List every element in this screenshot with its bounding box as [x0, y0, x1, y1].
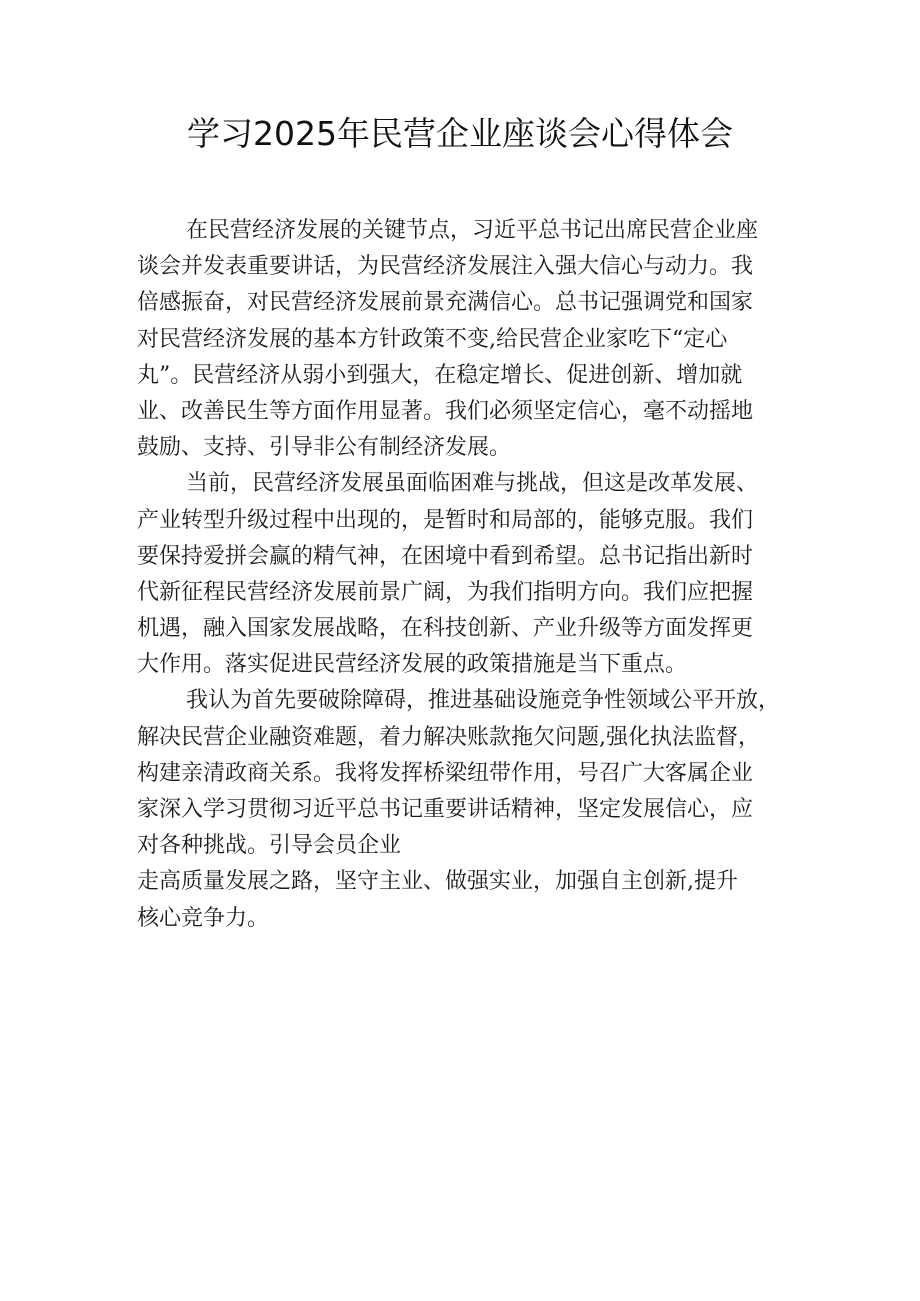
text-line: 构建亲清政商关系。我将发挥桥梁纽带作用，号召广大客属企业: [137, 760, 754, 786]
document-title: 学习2025年民营企业座谈会心得体会: [187, 114, 733, 153]
paragraph-3: [137, 683, 797, 936]
text-line: 当前，民营经济发展虽面临困难与挑战，但这是改革发展、: [186, 471, 759, 497]
text-line: 倍感振奋，对民营经济发展前景充满信心。总书记强调党和国家: [137, 290, 754, 316]
text-line: 代新征程民营经济发展前景广阔，为我们指明方向。我们应把握: [137, 579, 754, 605]
text-line: 对民营经济发展的基本方针政策不变,给民营企业家吃下“定心: [137, 326, 728, 352]
text-line: 丸”。民营经济从弱小到强大，在稳定增长、促进创新、增加就: [137, 362, 743, 388]
text-line: 核心竞争力。: [137, 905, 270, 931]
text-line: 要保持爱拼会赢的精气神，在困境中看到希望。总书记指出新时: [137, 543, 754, 569]
text-line: 我认为首先要破除障碍，推进基础设施竞争性领域公平开放，: [186, 688, 781, 714]
paragraph-1: [137, 213, 797, 466]
text-line: 谈会并发表重要讲话，为民营经济发展注入强大信心与动力。我: [137, 254, 754, 280]
text-line: 产业转型升级过程中出现的，是暂时和局部的，能够克服。我们: [137, 507, 754, 533]
document-body: [137, 213, 797, 937]
text-line: 机遇，融入国家发展战略，在科技创新、产业升级等方面发挥更: [137, 616, 754, 642]
text-line: 家深入学习贯彻习近平总书记重要讲话精神，坚定发展信心，应: [137, 797, 754, 822]
text-line: 对各种挑战。引导会员企业: [137, 833, 402, 859]
text-line: 大作用。落实促进民营经济发展的政策措施是当下重点。: [137, 652, 688, 678]
text-line: 鼓励、支持、引导非公有制经济发展。: [137, 435, 512, 461]
text-line: 走高质量发展之路，坚守主业、做强实业，加强自主创新,提升: [137, 869, 738, 895]
paragraph-2: [137, 466, 797, 683]
text-line: 业、改善民生等方面作用显著。我们必须坚定信心，毫不动摇地: [137, 398, 754, 424]
text-line: 在民营经济发展的关键节点，习近平总书记出席民营企业座: [186, 218, 759, 243]
text-line: 解决民营企业融资难题，着力解决账款拖欠问题,强化执法监督，: [137, 724, 760, 750]
